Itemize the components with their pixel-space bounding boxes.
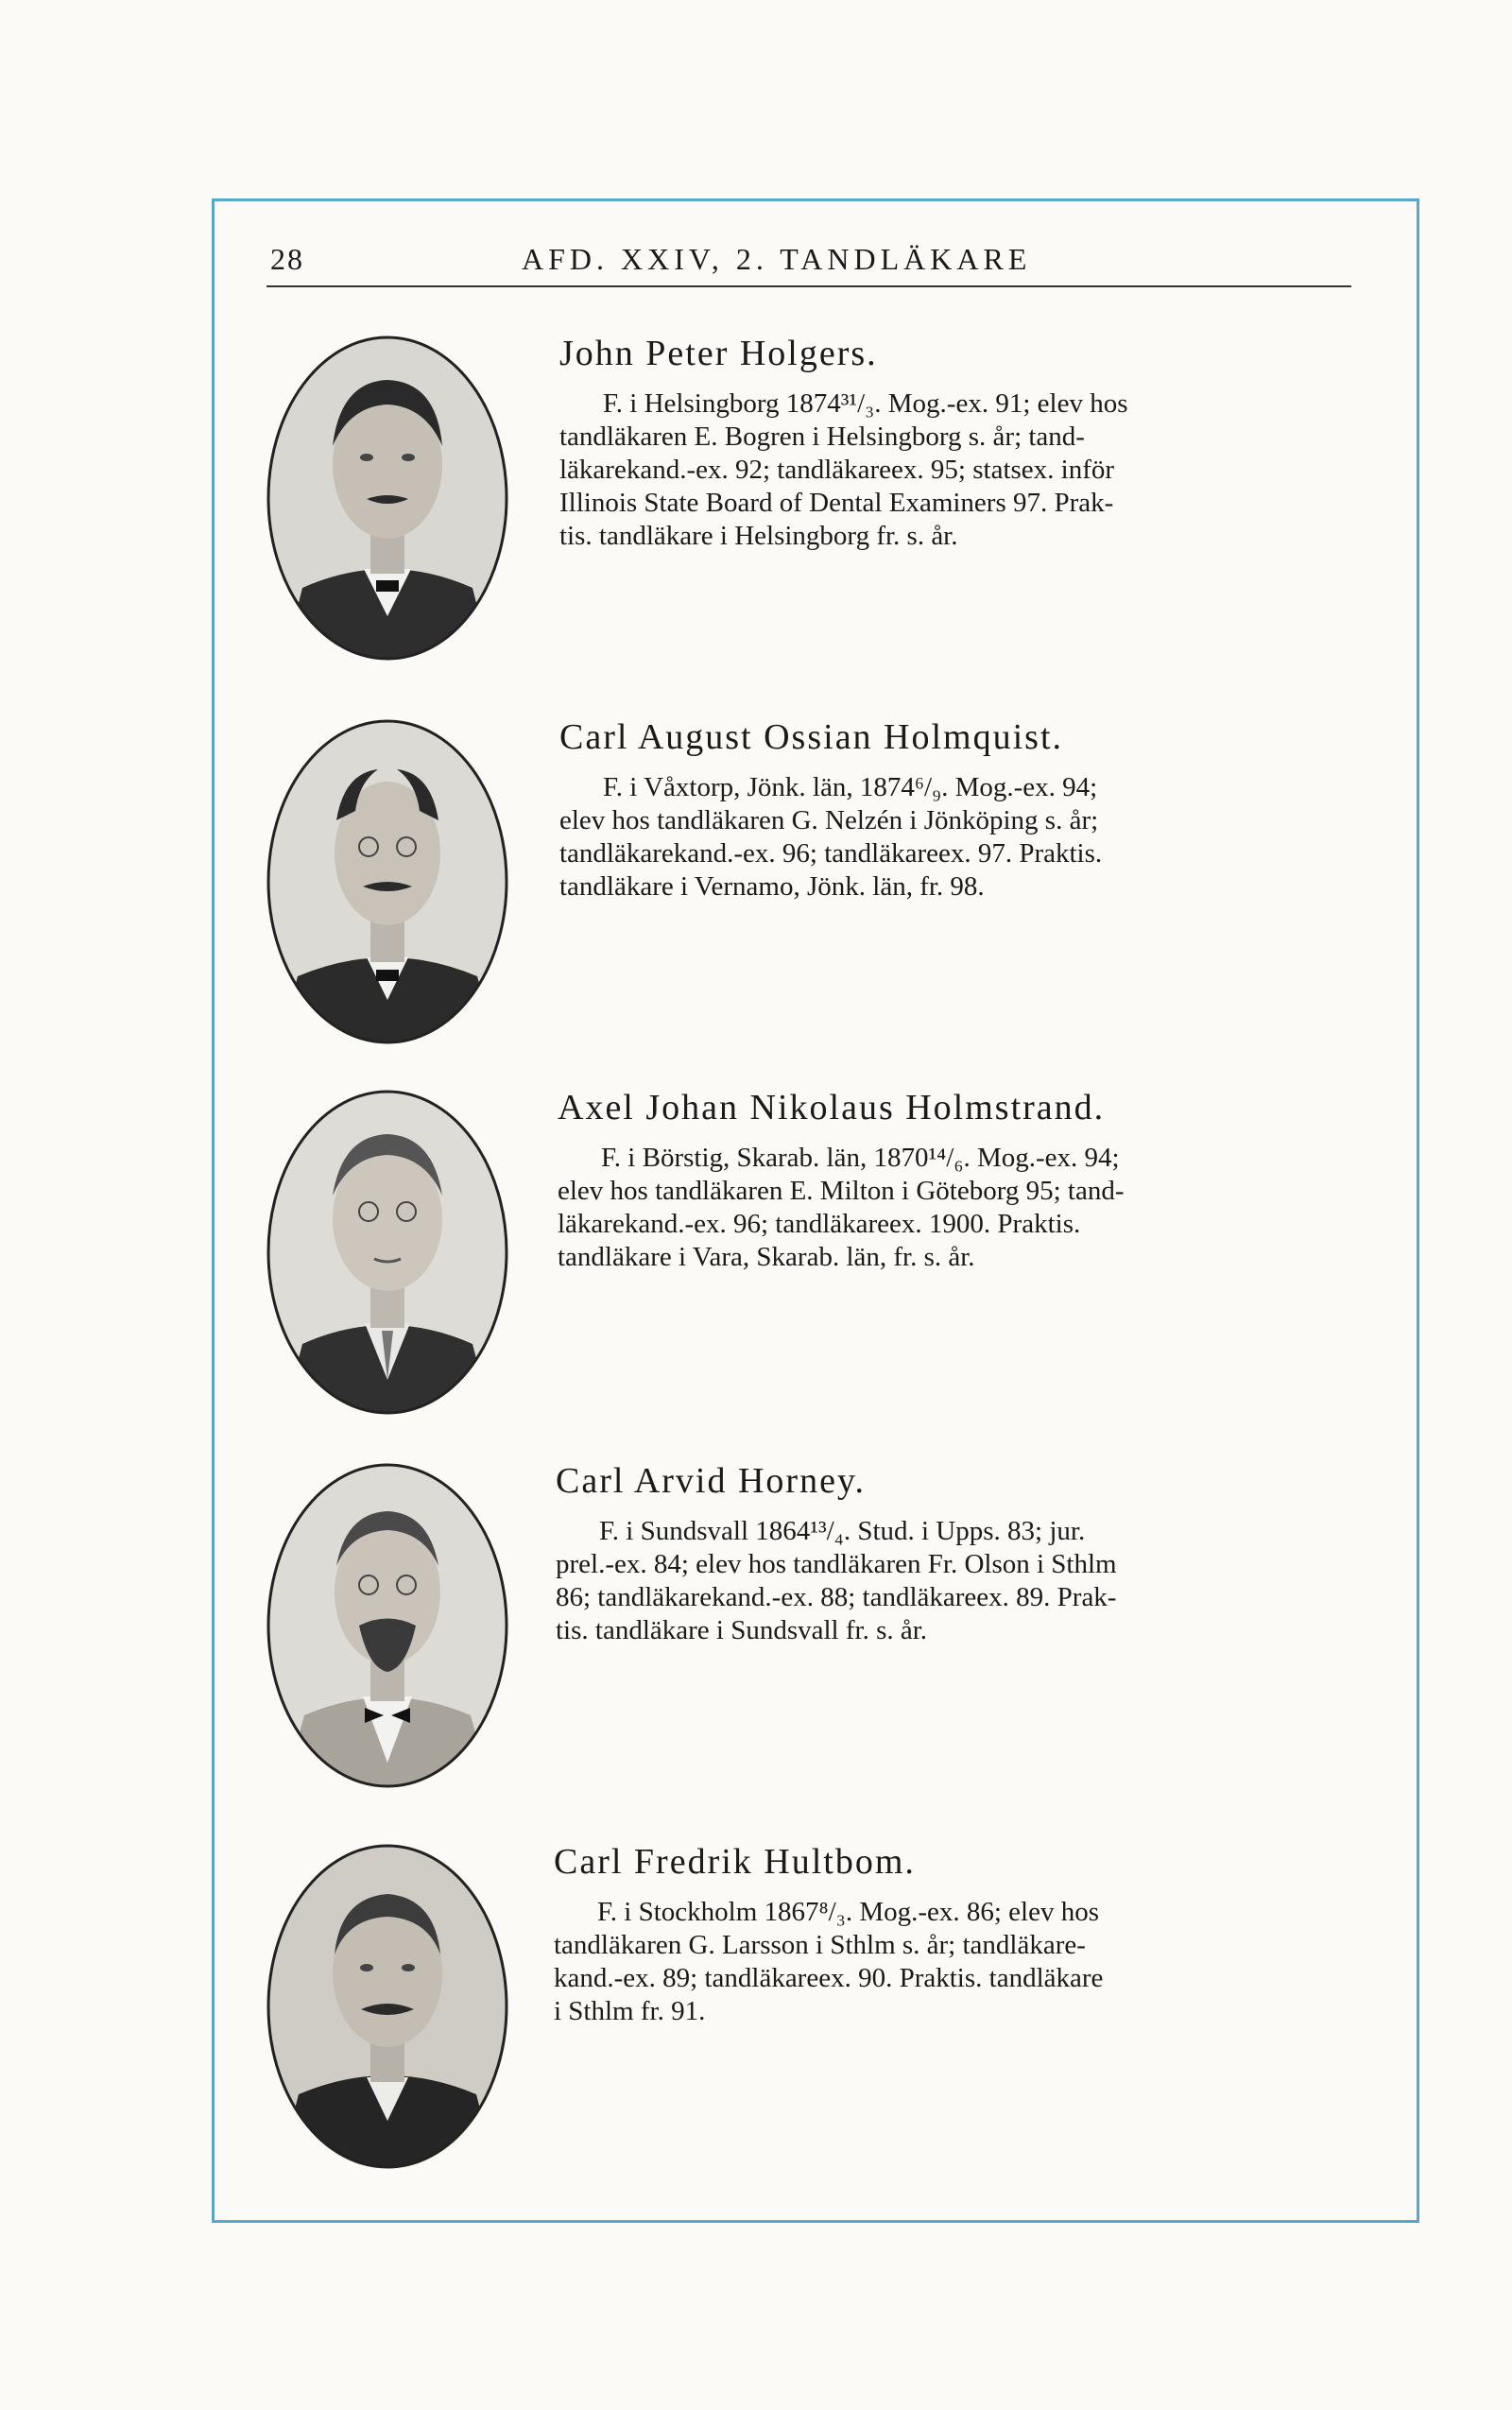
body-line: Illinois State Board of Dental Examiners 97. Prak- bbox=[559, 488, 1114, 518]
body-line: 86; tandläkarekand.-ex. 88; tandläkareex. 89. Prak- bbox=[556, 1582, 1117, 1612]
body-line: elev hos tandläkaren E. Milton i Göteborg 95; tand- bbox=[558, 1176, 1125, 1206]
body-line: F. i Våxtorp, Jönk. län, 1874⁶/₉. Mog.-ex. 94; bbox=[603, 772, 1098, 802]
biography-entry bbox=[265, 1841, 1361, 2181]
portrait-image bbox=[265, 1460, 510, 1791]
biography-entry bbox=[265, 1460, 1361, 1800]
entry-body bbox=[556, 1515, 1363, 1647]
body-line: i Sthlm fr. 91. bbox=[554, 1996, 706, 2026]
section-title: AFD. XXIV, 2. TANDLÄKARE bbox=[522, 242, 1032, 276]
portrait-image bbox=[265, 1841, 510, 2172]
body-line: elev hos tandläkaren G. Nelzén i Jönköping s. år; bbox=[559, 805, 1099, 835]
portrait-image bbox=[265, 716, 510, 1047]
body-line: F. i Sundsvall 1864¹³/₄. Stud. i Upps. 83; jur. bbox=[599, 1516, 1086, 1546]
body-line: tandläkaren G. Larsson i Sthlm s. år; tandläkare- bbox=[554, 1930, 1086, 1960]
page-number: 28 bbox=[270, 242, 304, 276]
body-line: läkarekand.-ex. 96; tandläkareex. 1900. Praktis. bbox=[558, 1209, 1081, 1239]
body-line: tis. tandläkare i Helsingborg fr. s. år. bbox=[559, 521, 958, 551]
biography-entry bbox=[265, 333, 1361, 673]
entry-body bbox=[554, 1896, 1363, 2028]
body-line: F. i Börstig, Skarab. län, 1870¹⁴/₆. Mog.-ex. 94; bbox=[601, 1143, 1120, 1173]
biography-entry bbox=[265, 716, 1361, 1057]
body-line: F. i Helsingborg 1874³¹/₃. Mog.-ex. 91; elev hos bbox=[603, 388, 1128, 419]
portrait-photo bbox=[265, 1087, 510, 1418]
entry-text bbox=[541, 1841, 1363, 2028]
portrait-image bbox=[265, 1087, 510, 1418]
body-line: kand.-ex. 89; tandläkareex. 90. Praktis. tandläkare bbox=[554, 1963, 1104, 1993]
portrait-photo bbox=[265, 333, 510, 663]
person-name: Carl August Ossian Holmquist. bbox=[559, 717, 1064, 757]
person-name: Carl Arvid Horney. bbox=[556, 1461, 866, 1501]
body-line: tandläkare i Vara, Skarab. län, fr. s. år. bbox=[558, 1242, 975, 1272]
body-line: prel.-ex. 84; elev hos tandläkaren Fr. Olson i Sthlm bbox=[556, 1549, 1117, 1579]
entry-text bbox=[541, 1460, 1363, 1647]
body-line: tis. tandläkare i Sundsvall fr. s. år. bbox=[556, 1615, 928, 1645]
entry-body bbox=[559, 387, 1363, 553]
body-line: tandläkaren E. Bogren i Helsingborg s. år; tand- bbox=[559, 422, 1085, 452]
body-line: tandläkarekand.-ex. 96; tandläkareex. 97. Praktis. bbox=[559, 838, 1103, 869]
body-line: tandläkare i Vernamo, Jönk. län, fr. 98. bbox=[559, 871, 985, 902]
portrait-photo bbox=[265, 1460, 510, 1791]
biography-entry bbox=[265, 1087, 1361, 1427]
portrait-photo bbox=[265, 716, 510, 1047]
running-head bbox=[266, 236, 1351, 287]
entry-body bbox=[559, 771, 1363, 904]
entry-body bbox=[558, 1142, 1363, 1274]
entry-text bbox=[541, 716, 1363, 904]
body-line: läkarekand.-ex. 92; tandläkareex. 95; statsex. inför bbox=[559, 455, 1115, 485]
person-name: Axel Johan Nikolaus Holmstrand. bbox=[558, 1088, 1106, 1128]
entry-text bbox=[541, 1087, 1363, 1274]
portrait-image bbox=[265, 333, 510, 663]
body-line: F. i Stockholm 1867⁸/₃. Mog.-ex. 86; elev hos bbox=[597, 1897, 1100, 1927]
person-name: Carl Fredrik Hultbom. bbox=[554, 1842, 916, 1882]
portrait-photo bbox=[265, 1841, 510, 2172]
entry-text bbox=[541, 333, 1363, 553]
person-name: John Peter Holgers. bbox=[559, 334, 878, 373]
